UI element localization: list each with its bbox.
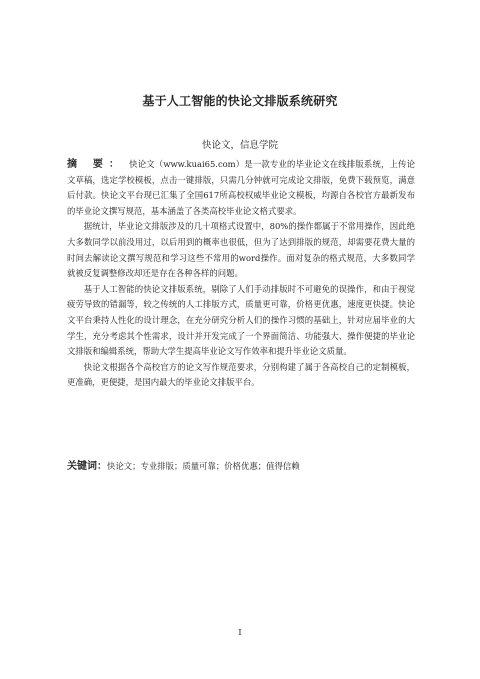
page-number: I: [238, 628, 242, 637]
abstract-paragraph-1-text: 快论文（www.kuai65.com）是一款专业的毕业论文在线排版系统，上传论文草稿，选定学校模板，点击一键排版，只需几分钟就可完成论文排版，免费下载预览，满意后付款。快论文平台现已汇集了全国617所高校权威毕业论文模板，均源自各校官方最新发布的毕业论文撰写规范，基本涵盖了各类高校毕业论文格式要求。: [67, 159, 415, 216]
abstract-paragraph-1: [67, 157, 415, 219]
abstract-paragraph-4: 快论文根据各个高校官方的论文写作规范要求，分别构建了属于各高校自己的定制模板，更准确，更便捷，是国内最大的毕业论文排版平台。: [67, 361, 415, 388]
author-line: 快论文，信息学院: [201, 140, 278, 151]
keywords-value: 快论文；专业排版；质量可靠；价格优惠；值得信赖: [107, 461, 300, 471]
abstract-label: 摘 要：: [67, 159, 126, 170]
keywords-section: [67, 459, 415, 474]
abstract-paragraph-3: 基于人工智能的快论文排版系统，剔除了人们手动排版时不可避免的误操作，和由于视觉疲劳导致的错漏等，较之传统的人工排版方式，质量更可靠，价格更优惠，速度更快捷。快论文平台秉持人性化的设计理念，在充分研究分析人们的操作习惯的基础上，针对应届毕业的大学生，充分考虑其个性需求，设计并开发完成了一个界面简洁、功能强大、操作便捷的毕业论文排版和编辑系统，帮助大学生提高毕业论文写作效率和提升毕业论文质量。: [67, 283, 415, 357]
keywords-label: 关键词：: [67, 461, 107, 472]
abstract-paragraph-2: 据统计，毕业论文排版涉及的几十项格式设置中，80%的操作都属于不常用操作，因此绝大多数同学以前没用过，以后用到的概率也很低，但为了达到排版的规范，却需要花费大量的时间去解读论文撰写规范和学习这些不常用的word操作。面对复杂的格式规范，大多数同学就被反复调整修改却还是存在各种各样的问题。: [67, 221, 415, 279]
paper-title: 基于人工智能的快论文排版系统研究: [142, 94, 338, 108]
abstract-section: [67, 157, 415, 391]
